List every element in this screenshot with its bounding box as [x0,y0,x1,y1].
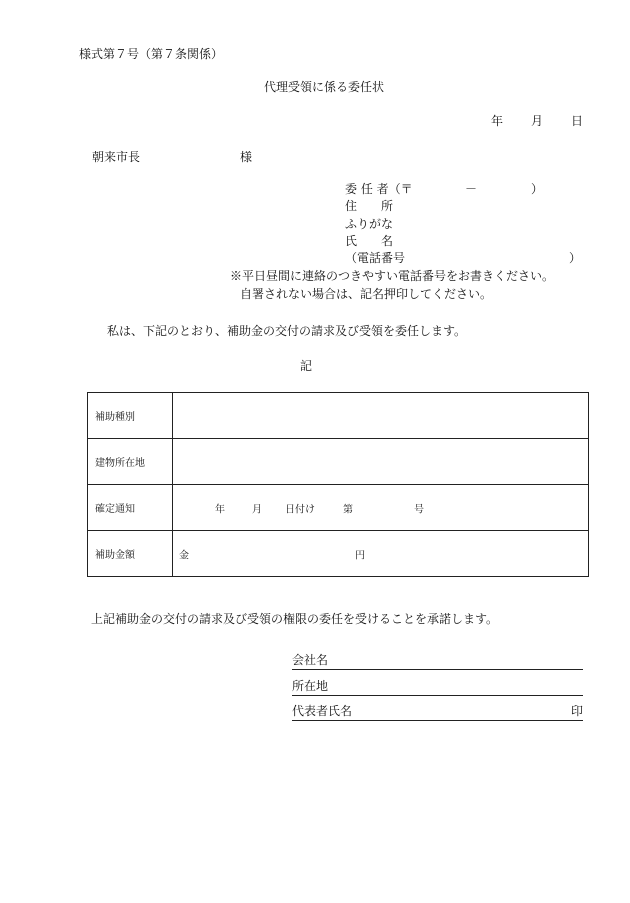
company-name-line[interactable] [292,653,583,670]
table-row-subsidy-amount [88,531,589,577]
table-row-building-location [88,439,589,485]
building-location-label: 建物所在地 [88,439,173,485]
delegator-label: 委 任 者（〒 [345,182,413,196]
delegation-statement: 私は、下記のとおり、補助金の交付の請求及び受領を委任します。 [107,324,467,338]
subsidy-type-label: 補助種別 [88,393,173,439]
postal-dash: － [465,182,478,196]
acceptance-statement: 上記補助金の交付の請求及び受領の権限の委任を受けることを承諾します。 [91,612,499,626]
company-address-label: 所在地 [292,679,329,693]
company-name-label: 会社名 [292,653,329,667]
notice-year: 年 [215,504,225,515]
subsidy-amount-field[interactable] [173,531,589,577]
furigana-label: ふりがな [345,217,394,231]
representative-name-label: 代表者氏名 [292,704,353,718]
table-row-confirmation-notice [88,485,589,531]
notice-dai: 第 [343,504,353,515]
subsidy-table [87,392,589,577]
table-row-subsidy-type [88,393,589,439]
notice-month: 月 [252,504,262,515]
note-phone: ※平日昼間に連絡のつきやすい電話番号をお書きください。 [230,269,555,283]
notice-dated: 日付け [285,504,315,515]
seal-mark: 印 [571,704,584,718]
building-location-field[interactable] [173,439,589,485]
date-month-label: 月 [531,114,544,128]
subsidy-type-field[interactable] [173,393,589,439]
representative-name-line[interactable] [292,704,583,721]
confirmation-notice-field[interactable] [173,485,589,531]
name-label: 氏 名 [345,234,394,248]
addressee-name: 朝来市長 [92,150,141,164]
date-year-label: 年 [491,114,504,128]
ki-heading: 記 [300,359,313,373]
address-label: 住 所 [345,199,394,213]
note-seal: 自署されない場合は、記名押印してください。 [240,287,493,301]
document-title: 代理受領に係る委任状 [264,80,385,94]
postal-close-paren: ） [531,182,544,196]
phone-label: （電話番号 [345,251,406,265]
amount-kin: 金 [179,550,189,561]
confirmation-notice-label: 確定通知 [88,485,173,531]
addressee-honorific: 様 [240,150,253,164]
subsidy-amount-label: 補助金額 [88,531,173,577]
phone-close-paren: ） [569,251,582,265]
form-number: 様式第７号（第７条関係） [79,47,224,61]
notice-go: 号 [414,504,424,515]
company-address-line[interactable] [292,679,583,696]
date-day-label: 日 [571,114,584,128]
amount-yen: 円 [355,550,365,561]
